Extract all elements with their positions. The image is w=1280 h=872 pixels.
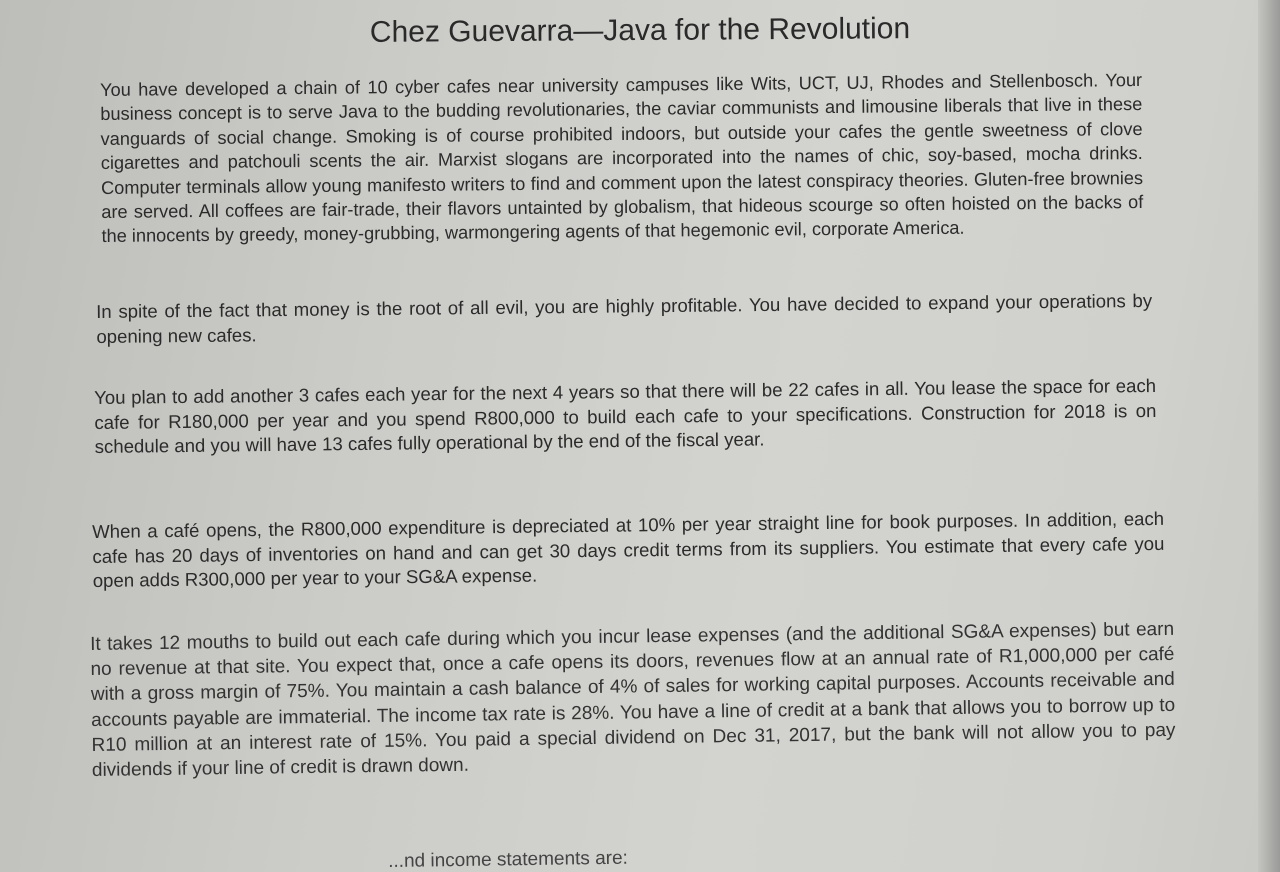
paragraph-intro: You have developed a chain of 10 cyber cafes near university campuses like Wits, UCT, UJ, Rhodes and Stellenbosch. Your business concept is to serve Java to the budding revolutionaries, the caviar communists and limousine liberals that live in these vanguards of social change. Smoking is of course prohibited indoors, but outside your cafes the gentle sweetness of clove cigarettes and patchouli scents the air. Marxist slogans are incorporated into the names of chic, soy-based, mocha drinks. Computer terminals allow young manifesto writers to find and comment upon the latest conspiracy theories. Gluten-free brownies are served. All coffees are fair-trade, their flavors untainted by globalism, that hideous scourge so often hoisted on the backs of the innocents by greedy, money-grubbing, warmongering agents of that hegemonic evil, corporate America.: [100, 69, 1144, 247]
document-title: Chez Guevarra—Java for the Revolution: [369, 12, 911, 49]
paragraph-financial-assumptions: It takes 12 mouths to build out each cafe during which you incur lease expenses (and the additional SG&A expenses) but earn no revenue at that site. You expect that, once a cafe opens its doors, revenues flow at an annual rate of R1,000,000 per café with a gross margin of 75%. You maintain a cash balance of 4% of sales for working capital purposes. Accounts receivable and accounts payable are immaterial. The income tax rate is 28%. You have a line of credit at a bank that allows you to borrow up to R10 million at an interest rate of 15%. You paid a special dividend on Dec 31, 2017, but the bank will not allow you to pay dividends if your line of credit is drawn down.: [90, 618, 1176, 782]
paragraph-statements-heading-partial: ...nd income statements are:: [388, 847, 629, 872]
paragraph-profitability: In spite of the fact that money is the root of all evil, you are highly profitable. You have decided to expand your operations by opening new cafes.: [96, 289, 1153, 347]
screen-edge-shadow: [1258, 0, 1280, 872]
paragraph-expansion-plan: You plan to add another 3 cafes each year for the next 4 years so that there will be 22 cafes in all. You lease the space for each cafe for R180,000 per year and you spend R800,000 to build each cafe to your specifications. Construction for 2018 is on schedule and you will have 13 cafes fully operational by the end of the fiscal year.: [94, 374, 1157, 458]
paragraph-depreciation: When a café opens, the R800,000 expenditure is depreciated at 10% per year straight line for book purposes. In addition, each cafe has 20 days of inventories on hand and can get 30 days credit terms from its suppliers. You estimate that every cafe you open adds R300,000 per year to your SG&A expense.: [92, 507, 1165, 592]
